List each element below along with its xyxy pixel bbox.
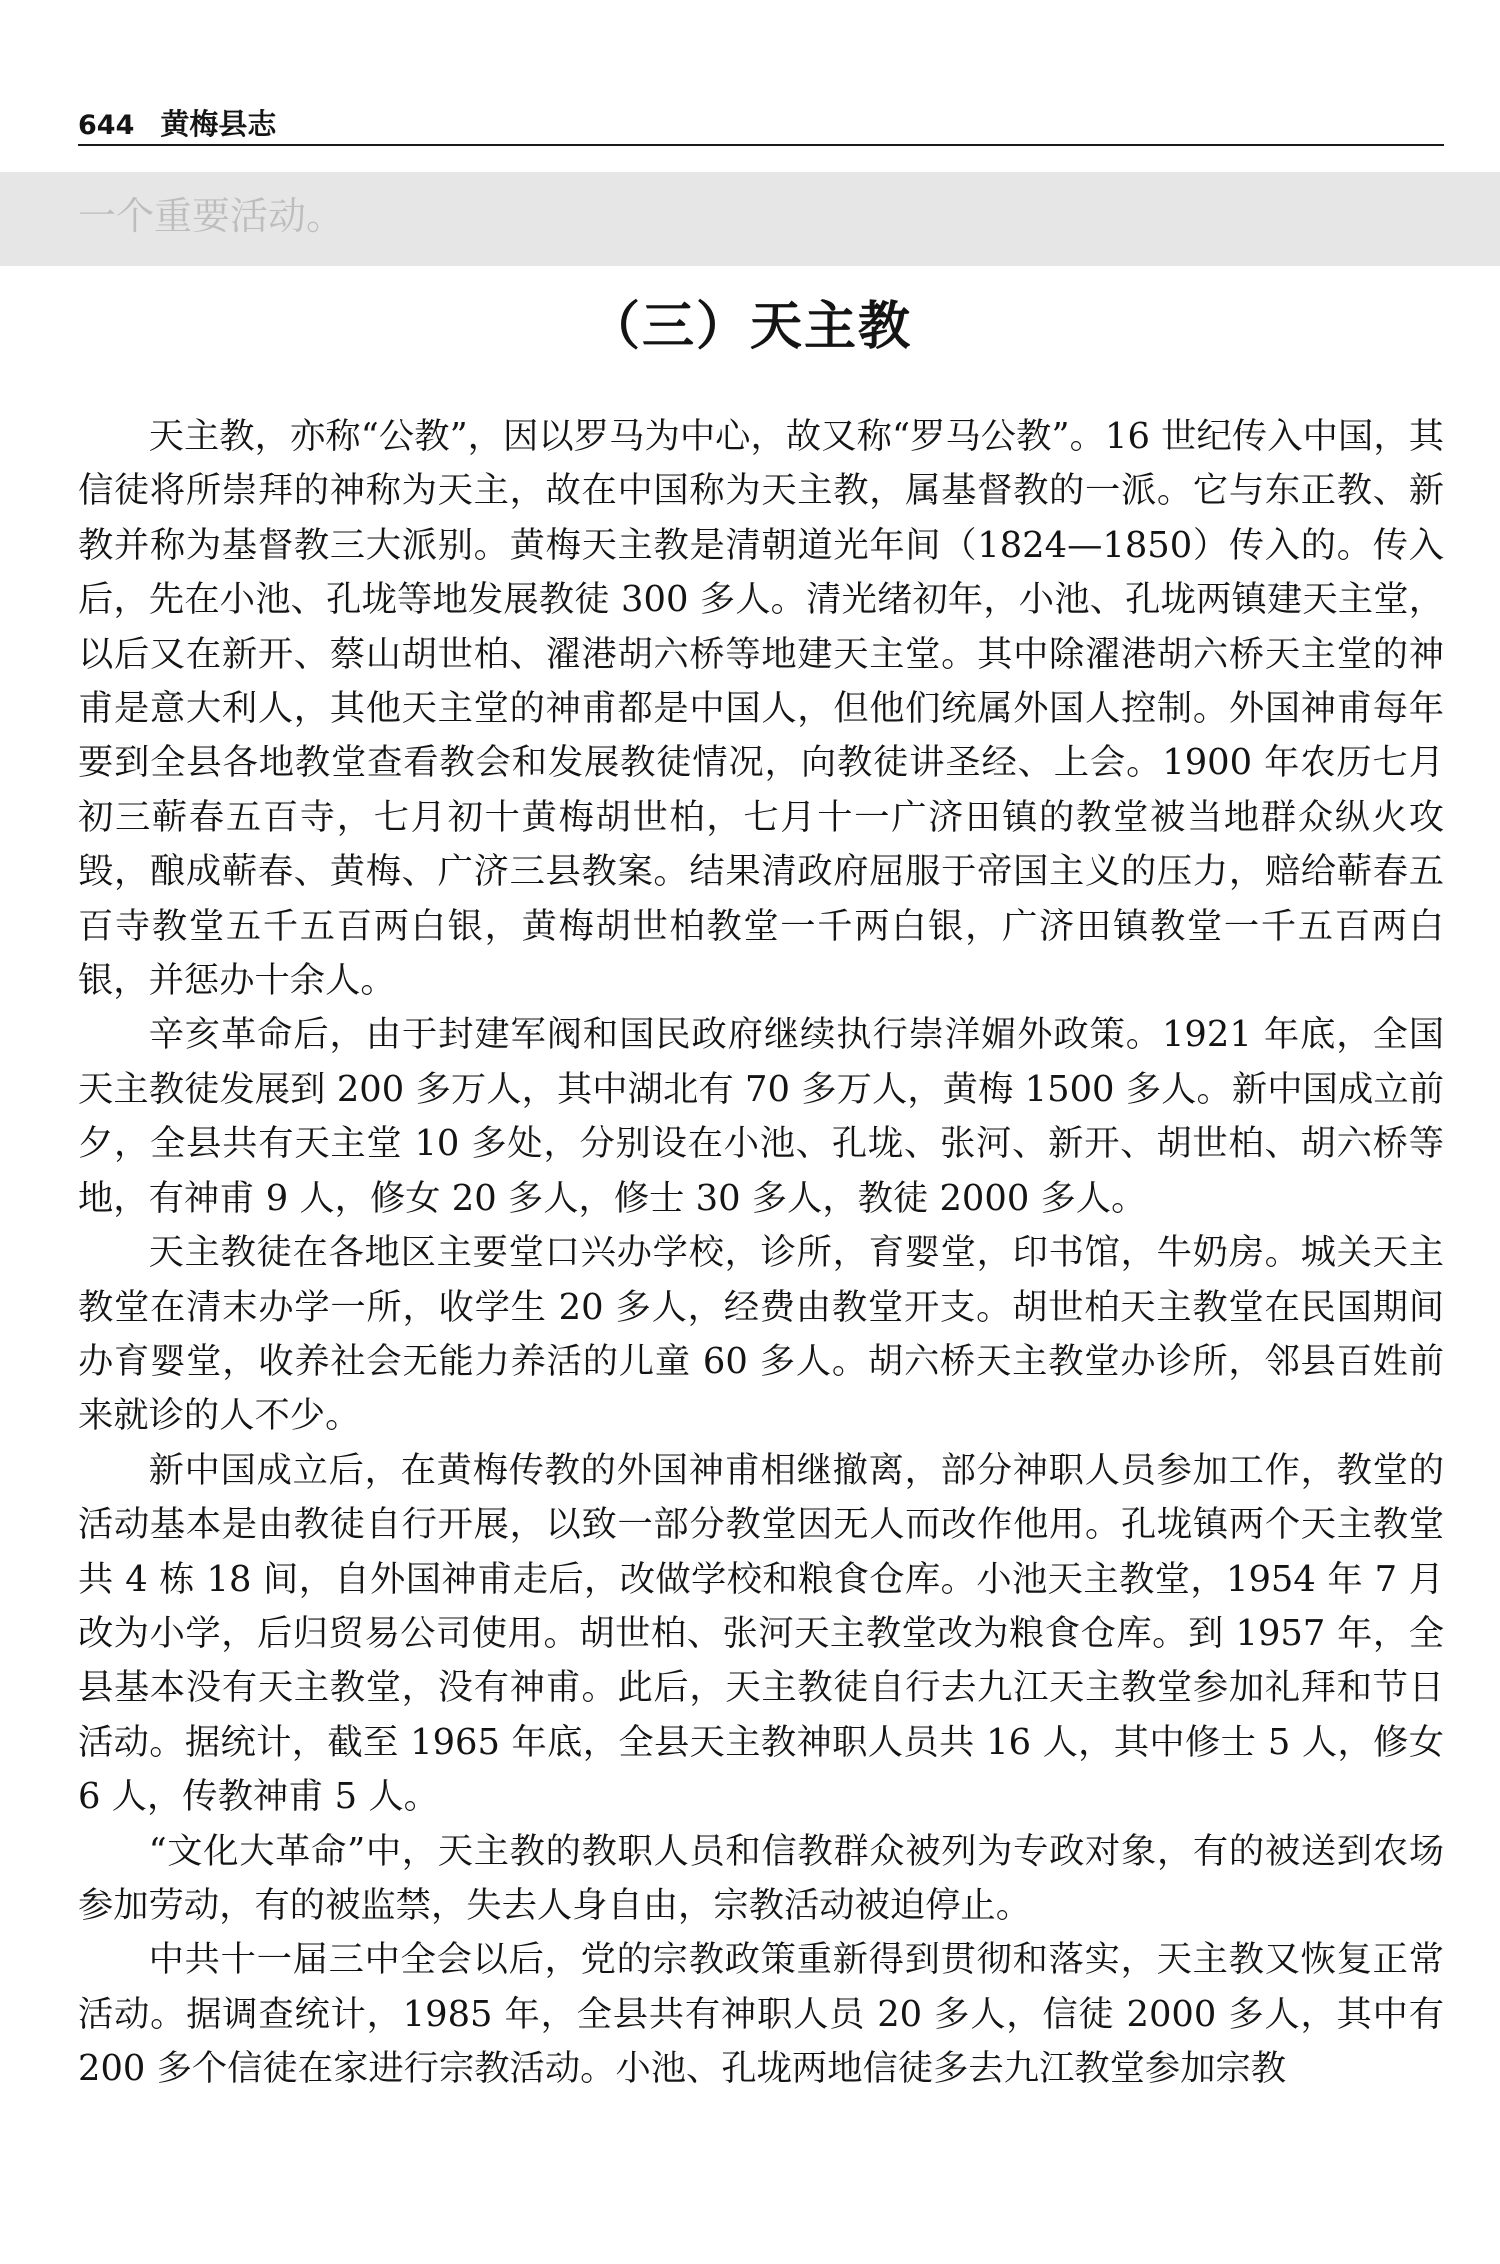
carryover-text: 一个重要活动。 — [78, 194, 345, 238]
paragraph-cultural-revolution: “文化大革命”中，天主教的教职人员和信教群众被列为专政对象，有的被送到农场参加劳动，有的被监禁，失去人身自由，宗教活动被迫停止。 — [78, 1830, 1444, 1926]
paragraph-intro: 天主教，亦称“公教”，因以罗马为中心，故又称“罗马公教”。16 世纪传入中国，其信徒将所崇拜的神称为天主，故在中国称为天主教，属基督教的一派。它与东正教、新教并称为基督教三大派别。黄梅天主教是清朝道光年间（1824—1850）传入的。传入后，先在小池、孔垅等地发展教徒 300 多人。清光绪初年，小池、孔垅两镇建天主堂，以后又在新开、蔡山胡世柏、濯港胡六桥等地建天主堂。其中除濯港胡六桥天主堂的神甫是意大利人，其他天主堂的神甫都是中国人，但他们统属外国人控制。外国神甫每年要到全县各地教堂查看教会和发展教徒情况，向教徒讲圣经、上会。1900 年农历七月初三蕲春五百寺，七月初十黄梅胡世柏，七月十一广济田镇的教堂被当地群众纵火攻毁，酿成蕲春、黄梅、广济三县教案。结果清政府屈服于帝国主义的压力，赔给蕲春五百寺教堂五千五百两白银，黄梅胡世柏教堂一千两白银，广济田镇教堂一千五百两白银，并惩办十余人。 — [78, 416, 1444, 1002]
paragraph-post-1911: 辛亥革命后，由于封建军阀和国民政府继续执行崇洋媚外政策。1921 年底，全国天主教徒发展到 200 多万人，其中湖北有 70 多万人，黄梅 1500 多人。新中国成立前夕，全县共有天主堂 10 多处，分别设在小池、孔垅、张河、新开、胡世柏、胡六桥等地，有神甫 9 人，修女 20 多人，修士 30 多人，教徒 2000 多人。 — [78, 1014, 1444, 1219]
book-title: 黄梅县志 — [160, 107, 277, 141]
page-number: 644 — [78, 110, 135, 141]
section-title: （三）天主教 — [587, 297, 912, 357]
paragraph-reform-era: 中共十一届三中全会以后，党的宗教政策重新得到贯彻和落实，天主教又恢复正常活动。据调查统计，1985 年，全县共有神职人员 20 多人，信徒 2000 多人，其中有 200 多个信徒在家进行宗教活动。小池、孔垅两地信徒多去九江教堂参加宗教 — [78, 1939, 1444, 2090]
paragraph-post-1949: 新中国成立后，在黄梅传教的外国神甫相继撤离，部分神职人员参加工作，教堂的活动基本是由教徒自行开展，以致一部分教堂因无人而改作他用。孔垅镇两个天主教堂共 4 栋 18 间，自外国神甫走后，改做学校和粮食仓库。小池天主教堂，1954 年 7 月改为小学，后归贸易公司使用。胡世柏、张河天主教堂改为粮食仓库。到 1957 年，全县基本没有天主教堂，没有神甫。此后，天主教徒自行去九江天主教堂参加礼拜和节日活动。据统计，截至 1965 年底，全县天主教神职人员共 16 人，其中修士 5 人，修女 6 人，传教神甫 5 人。 — [78, 1449, 1444, 1818]
body-text — [78, 410, 1444, 2097]
running-header — [78, 100, 1444, 146]
carryover-band — [0, 172, 1500, 266]
paragraph-institutions: 天主教徒在各地区主要堂口兴办学校，诊所，育婴堂，印书馆，牛奶房。城关天主教堂在清末办学一所，收学生 20 多人，经费由教堂开支。胡世柏天主教堂在民国期间办育婴堂，收养社会无能力养活的儿童 60 多人。胡六桥天主教堂办诊所，邻县百姓前来就诊的人不少。 — [78, 1232, 1444, 1437]
